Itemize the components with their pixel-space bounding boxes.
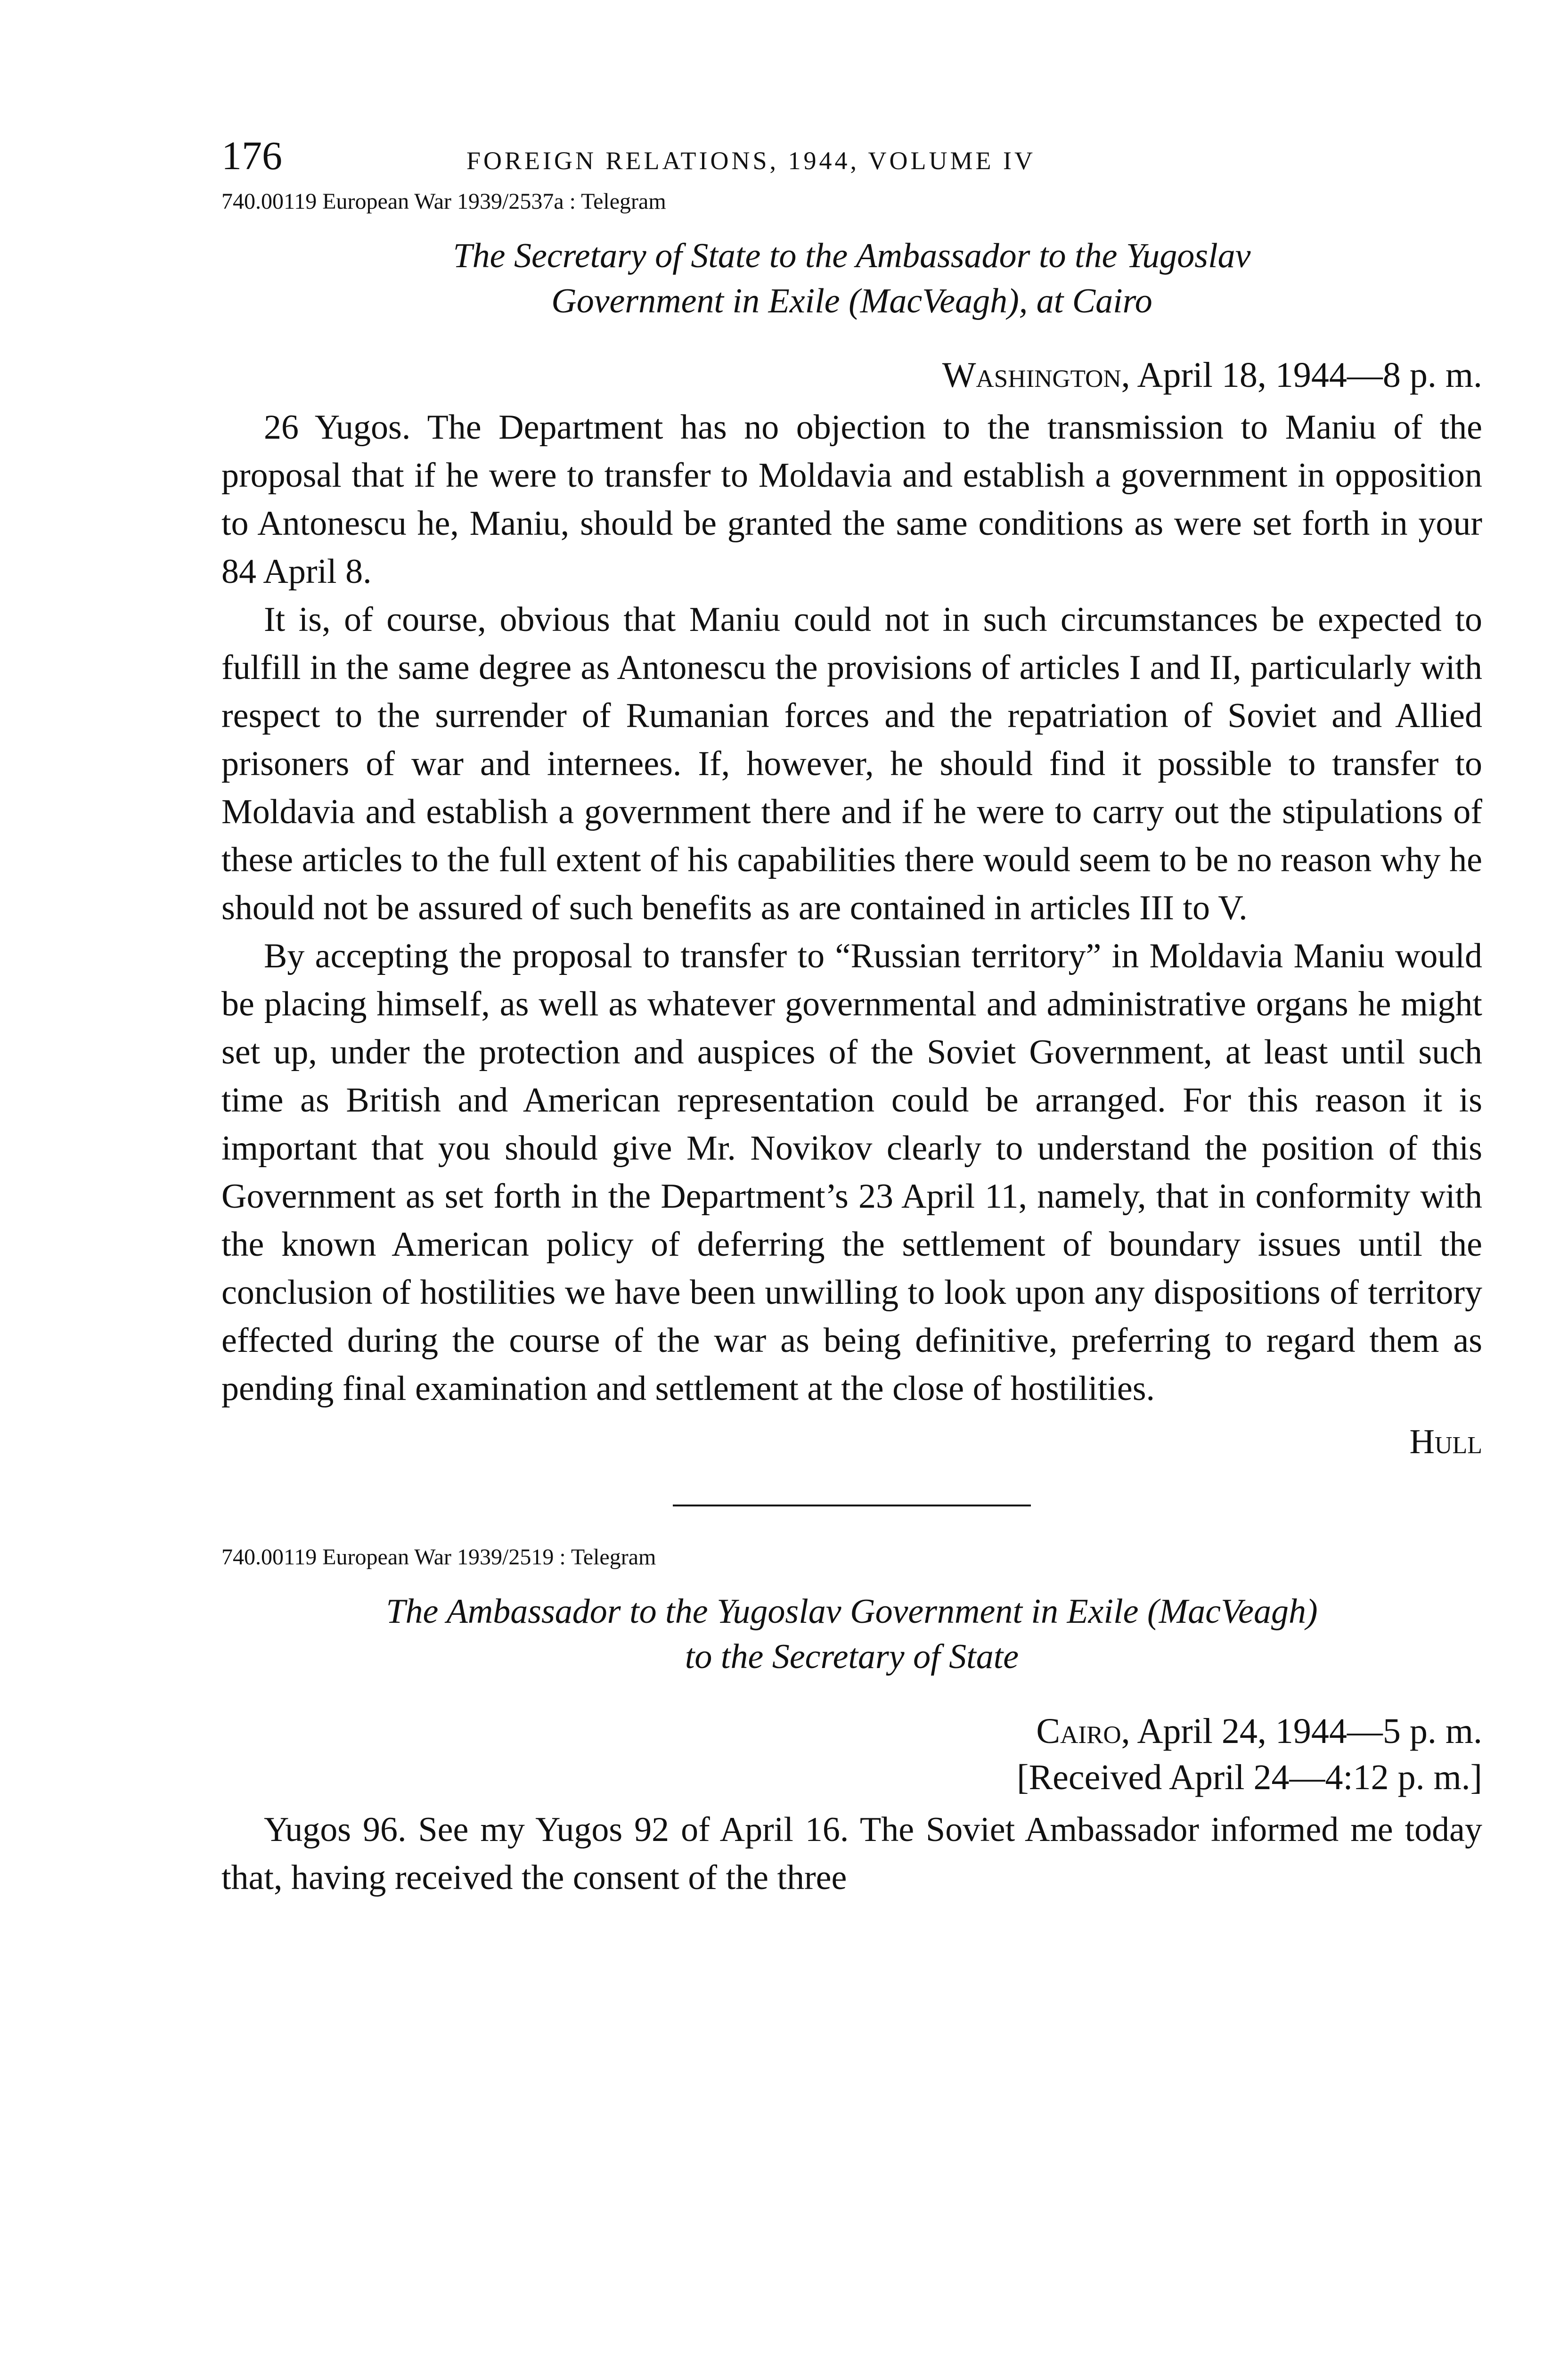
document-title-line-1: The Secretary of State to the Ambassador to the Yugoslav [453, 237, 1251, 275]
dateline-place: Cairo [1036, 1711, 1121, 1751]
document-title-line-2: to the Secretary of State [685, 1637, 1019, 1677]
document-1 [221, 188, 1482, 1462]
dateline [221, 352, 1482, 399]
document-title-line-2: Government in Exile (MacVeagh), at Cairo [551, 282, 1152, 321]
journal-title: FOREIGN RELATIONS, 1944, VOLUME IV [466, 147, 1036, 175]
file-reference: 740.00119 European War 1939/2537a : Telegram [221, 189, 666, 214]
document-title [221, 1589, 1482, 1679]
body-paragraph: It is, of course, obvious that Maniu could not in such circumstances be expected to fulfill in the same degree as Antonescu the provisions of articles I and II, particularly with respect to the surrender of Rumanian forces and the repatriation of Soviet and Allied prisoners of war and internees. If, however, he should find it possible to transfer to Moldavia and establish a government there and if he were to carry out the stipulations of these articles to the full extent of his capabilities there would seem to be no reason why he should not be assured of such benefits as are contained in articles III to V. [221, 600, 1482, 928]
document-title-line-1: The Ambassador to the Yugoslav Government in Exile (MacVeagh) [386, 1592, 1318, 1631]
dateline-date: , April 24, 1944—5 p. m. [1121, 1711, 1482, 1751]
received-note: [Received April 24—4:12 p. m.] [1017, 1758, 1482, 1798]
file-reference: 740.00119 European War 1939/2519 : Telegram [221, 1545, 656, 1570]
dateline-date: , April 18, 1944—8 p. m. [1121, 355, 1482, 395]
running-head [221, 118, 1482, 178]
document-title [221, 233, 1482, 324]
body-paragraph: By accepting the proposal to transfer to “Russian territory” in Moldavia Maniu would be placing himself, as well as whatever governmental and administrative organs he might set up, under the protection and auspices of the Soviet Government, at least until such time as British and American representation could be arranged. For this reason it is important that you should give Mr. Novikov clearly to understand the position of this Government as set forth in the Department’s 23 April 11, namely, that in conformity with the known American policy of deferring the settlement of boundary issues until the conclusion of hostilities we have been unwilling to look upon any dispositions of territory effected during the course of the war as being definitive, preferring to regard them as pending final examination and settlement at the close of hostilities. [221, 937, 1482, 1408]
dateline-place: Washington [942, 355, 1121, 395]
body-paragraph: 26 Yugos. The Department has no objection to the transmission to Maniu of the proposal that if he were to transfer to Moldavia and establish a government in opposition to Antonescu he, Maniu, should be granted the same conditions as were set forth in your 84 April 8. [221, 408, 1482, 591]
page-number: 176 [221, 133, 282, 178]
document-2 [221, 1544, 1482, 1902]
signature: Hull [1409, 1423, 1482, 1462]
dateline [221, 1708, 1482, 1801]
section-divider [673, 1505, 1031, 1506]
body-paragraph: Yugos 96. See my Yugos 92 of April 16. The Soviet Ambassador informed me today that, having received the consent of the three [221, 1810, 1482, 1898]
document-page [221, 118, 1482, 1902]
